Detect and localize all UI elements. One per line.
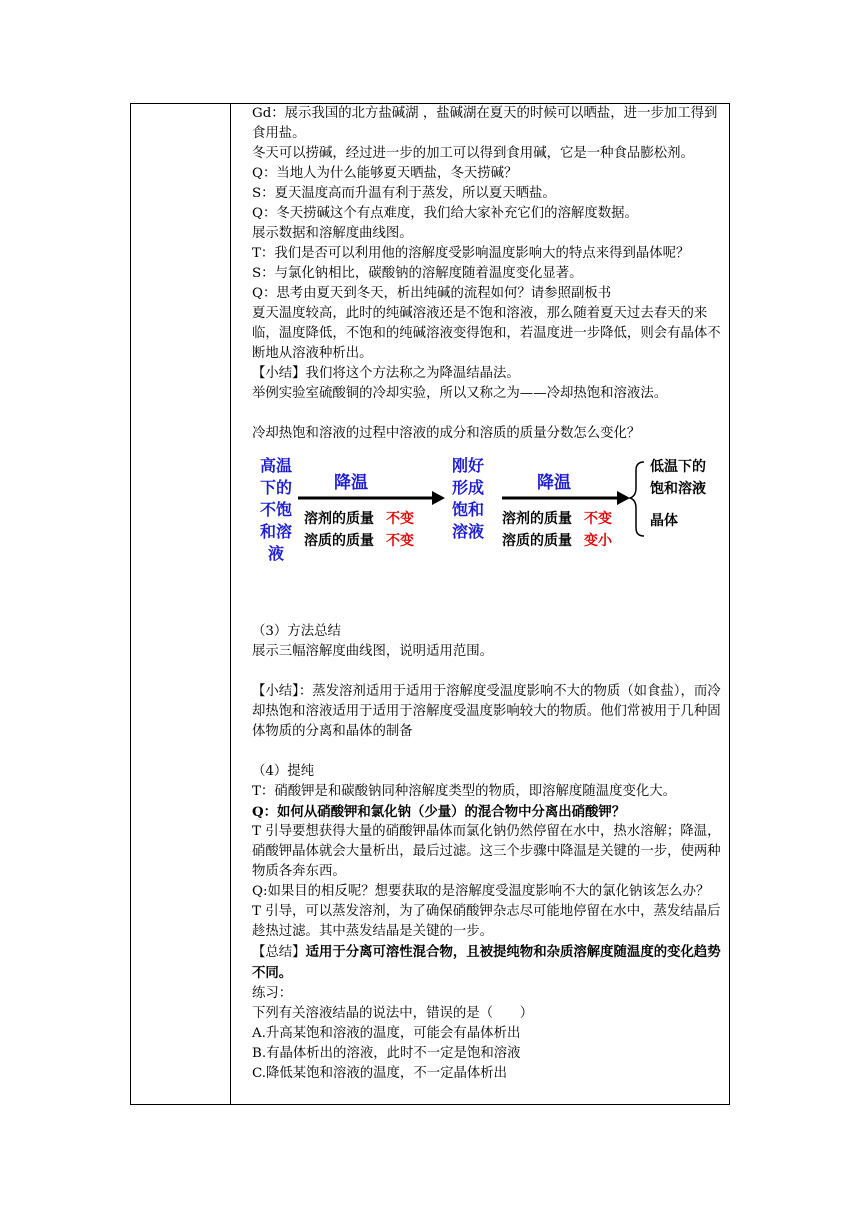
state1-line: 高温 bbox=[260, 456, 293, 475]
arrow1-solvent-change: 不变 bbox=[386, 511, 414, 527]
arrow1-head bbox=[432, 491, 445, 505]
column-divider bbox=[230, 104, 231, 1104]
summary-bold: 适用于分离可溶性混合物，且被提纯物和杂质溶解度随温度的变化趋势不同。 bbox=[252, 944, 721, 981]
practice-question: 下列有关溶液结晶的说法中，错误的是（ ） bbox=[252, 1006, 534, 1021]
cooling-process-diagram bbox=[252, 452, 724, 602]
state2-line: 刚好 bbox=[452, 456, 485, 475]
arrow1-solvent: 溶剂的质量 bbox=[304, 511, 374, 527]
text-line: 展示三幅溶解度曲线图，说明适用范围。 bbox=[252, 644, 494, 659]
arrow2-solute: 溶质的质量 bbox=[502, 533, 572, 549]
text-line: 【小结】我们将这个方法称之为降温结晶法。 bbox=[252, 366, 520, 381]
text-line: Q：冬天捞碱这个有点难度，我们给大家补充它们的溶解度数据。 bbox=[252, 206, 638, 221]
arrow2-label: 降温 bbox=[537, 473, 571, 493]
lesson-table bbox=[130, 103, 730, 1105]
state2-line: 形成 bbox=[452, 478, 485, 497]
result1-line2: 饱和溶液 bbox=[650, 481, 706, 497]
text-line: S：与氯化钠相比，碳酸钠的溶解度随着温度变化显著。 bbox=[252, 266, 583, 281]
section3-summary: 【小结】：蒸发溶剂适用于适用于溶解度受温度影响不大的物质（如食盐），而冷却热饱和溶液适用于适用于溶解度受温度影响较大的物质。他们常被用于几种固体物质的分离和晶体的制备 bbox=[252, 684, 721, 739]
text-line: 冷却热饱和溶液的过程中溶液的成分和溶质的质量分数怎么变化？ bbox=[252, 426, 641, 441]
text-line: 举例实验室硫酸铜的冷却实验，所以又称之为——冷却热饱和溶液法。 bbox=[252, 386, 668, 401]
arrow1-solute-change: 不变 bbox=[386, 533, 414, 549]
text-line: Gd：展示我国的北方盐碱湖 ，盐碱湖在夏天的时候可以晒盐，进一步加工得到食用盐。 bbox=[252, 106, 718, 141]
state2-line: 饱和 bbox=[452, 500, 485, 519]
practice-label: 练习： bbox=[252, 986, 293, 1001]
text-line: Q：当地人为什么能够夏天晒盐，冬天捞碱？ bbox=[252, 166, 518, 181]
summary-prefix: 【总结】 bbox=[252, 945, 306, 960]
state1-line: 和溶 bbox=[260, 522, 293, 541]
question-line: Q：如何从硝酸钾和氯化钠（少量）的混合物中分离出硝酸钾？ bbox=[252, 804, 626, 820]
section3-heading: （3）方法总结 bbox=[252, 624, 341, 639]
text-line: T 引导，可以蒸发溶剂，为了确保硝酸钾杂志尽可能地停留在水中，蒸发结晶后趁热过滤。其中蒸发结晶是关键的一步。 bbox=[252, 904, 721, 939]
state1-line: 不饱 bbox=[260, 500, 293, 519]
text-line: Q:如果目的相反呢？想要获取的是溶解度受温度影响不大的氯化钠该怎么办？ bbox=[252, 884, 710, 899]
text-line: T：我们是否可以利用他的溶解度受影响温度影响大的特点来得到晶体呢？ bbox=[252, 246, 690, 261]
result2: 晶体 bbox=[650, 513, 678, 529]
arrow2-solvent: 溶剂的质量 bbox=[502, 511, 572, 527]
text-line: S：夏天温度高而升温有利于蒸发，所以夏天晒盐。 bbox=[252, 186, 556, 201]
arrow2-solvent-change: 不变 bbox=[584, 511, 612, 527]
cooling-process-svg bbox=[252, 452, 724, 602]
option-a: A.升高某饱和溶液的温度，可能会有晶体析出 bbox=[252, 1026, 521, 1041]
brace bbox=[630, 462, 644, 536]
option-b: B.有晶体析出的溶液，此时不一定是饱和溶液 bbox=[252, 1046, 521, 1061]
state1-line: 液 bbox=[268, 544, 285, 563]
option-c: C.降低某饱和溶液的温度，不一定晶体析出 bbox=[252, 1066, 508, 1081]
section4-heading: （4）提纯 bbox=[252, 764, 315, 779]
section4-summary bbox=[252, 942, 724, 984]
arrow2-solute-change: 变小 bbox=[584, 533, 612, 549]
result1-line1: 低温下的 bbox=[650, 459, 706, 475]
text-line: 展示数据和溶解度曲线图。 bbox=[252, 226, 413, 241]
state2-line: 溶液 bbox=[452, 522, 485, 541]
text-line: 夏天温度较高，此时的纯碱溶液还是不饱和溶液，那么随着夏天过去春天的来临，温度降低，不饱和的纯碱溶液变得饱和，若温度进一步降低，则会有晶体不断地从溶液种析出。 bbox=[252, 306, 721, 361]
text-line: Q：思考由夏天到冬天，析出纯碱的流程如何？请参照副板书 bbox=[252, 286, 612, 301]
arrow1-label: 降温 bbox=[334, 473, 368, 493]
text-line: T：硝酸钾是和碳酸钠同种溶解度类型的物质，即溶解度随温度变化大。 bbox=[252, 784, 677, 799]
lesson-content-cell bbox=[252, 104, 724, 1084]
text-line: T 引导要想获得大量的硝酸钾晶体而氯化钠仍然停留在水中，热水溶解；降温，硝酸钾晶体就会大量析出，最后过滤。这三个步骤中降温是关键的一步，使两种物质各奔东西。 bbox=[252, 824, 721, 879]
state1-line: 下的 bbox=[260, 478, 293, 497]
text-line: 冬天可以捞碱，经过进一步的加工可以得到食用碱，它是一种食品膨松剂。 bbox=[252, 146, 694, 161]
arrow1-solute: 溶质的质量 bbox=[304, 533, 374, 549]
